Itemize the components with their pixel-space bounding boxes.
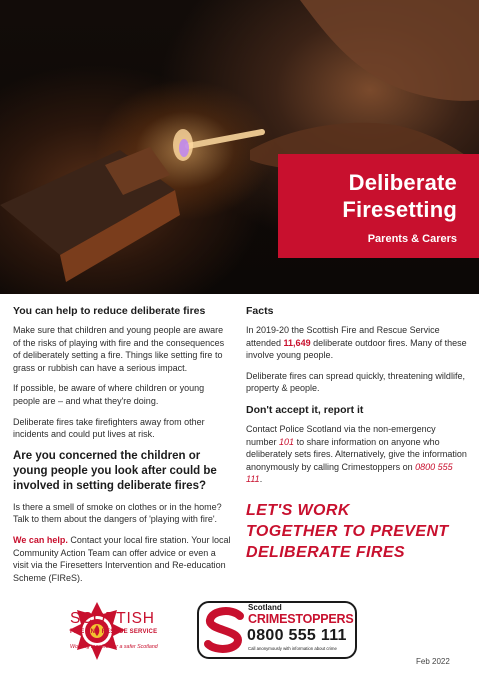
call-to-action [246, 500, 468, 563]
publication-date: Feb 2022 [416, 657, 450, 666]
left-column [13, 304, 232, 592]
paragraph-smoke: Is there a smell of smoke on clothes or in the home? Talk to them about the dangers of 'playing with fire'. [13, 501, 222, 525]
heading-facts: Facts [246, 305, 274, 317]
crimestoppers-number: 0800 555 111 [246, 461, 453, 485]
facts-text-pre: In 2019-20 the Scottish Fire and Rescue Service attended [246, 325, 440, 348]
crimestoppers-name: CRIMESTOPPERS [248, 612, 354, 626]
report-text-pre: Contact Police Scotland via the non-emergency number [246, 423, 436, 447]
match-stick [188, 132, 262, 146]
facts-number: 11,649 [283, 337, 311, 348]
report-text-mid: to share information on anyone who deliberately sets fires. Alternatively, give the information anonymously by calling Crimestoppers on [246, 436, 467, 472]
match-flame-core [179, 139, 189, 157]
facts-text-post: deliberate outdoor fires. Many of these involve young people. [246, 337, 467, 361]
crimestoppers-phone: 0800 555 111 [247, 627, 347, 644]
hand-top-right [300, 0, 479, 101]
document-title-line2: Firesetting [342, 197, 457, 222]
police-number: 101 [279, 436, 295, 447]
report-text-end: . [259, 474, 263, 485]
we-can-help-text: Contact your local fire station. Your local Community Action Team can offer advice or even a visit via the Firesetters Intervention and Re-education Scheme (FIReS). [13, 534, 231, 583]
right-column [246, 304, 468, 563]
paragraph-firefighters: Deliberate fires take firefighters away from other incidents and could put lives at risk. [13, 416, 205, 440]
paragraph-risks: Make sure that children and young people are aware of the risks of playing with fire and the consequences of deliberately setting a fire. Things like setting fire to grass or rubbish can have a serious impact. [13, 325, 225, 373]
crimestoppers-region: Scotland [248, 603, 282, 612]
cta-line3: DELIBERATE FIRES [246, 543, 406, 561]
sfrs-logo-text [70, 610, 158, 650]
hero-image [0, 0, 479, 294]
paragraph-we-can-help [13, 534, 232, 584]
cta-line2: TOGETHER TO PREVENT [246, 522, 449, 540]
document-title-line1: Deliberate [348, 170, 457, 195]
we-can-help-lead: We can help. [13, 534, 68, 545]
heading-concerned: Are you concerned the children or young people you look after could be involved in setting deliberate fires? [13, 449, 217, 492]
paragraph-spread: Deliberate fires can spread quickly, threatening wildlife, property & people. [246, 370, 465, 394]
title-banner [278, 154, 479, 258]
sfrs-name: SCOTTISH [70, 610, 155, 627]
crimestoppers-s-icon [202, 606, 248, 656]
heading-report: Don't accept it, report it [246, 403, 364, 416]
sfrs-tagline: Working together for a safer Scotland [70, 644, 158, 650]
sfrs-subname: FIRE AND RESCUE SERVICE [70, 629, 158, 635]
cta-line1: LET'S WORK [246, 501, 350, 519]
paragraph-facts [246, 324, 468, 362]
crimestoppers-strapline: Call anonymously with information about crime [248, 646, 337, 651]
paragraph-report [246, 423, 468, 486]
heading-reduce-fires: You can help to reduce deliberate fires [13, 305, 206, 317]
paragraph-awareness: If possible, be aware of where children or young people are – and what they're doing. [13, 383, 205, 406]
document-subtitle: Parents & Carers [367, 233, 457, 245]
